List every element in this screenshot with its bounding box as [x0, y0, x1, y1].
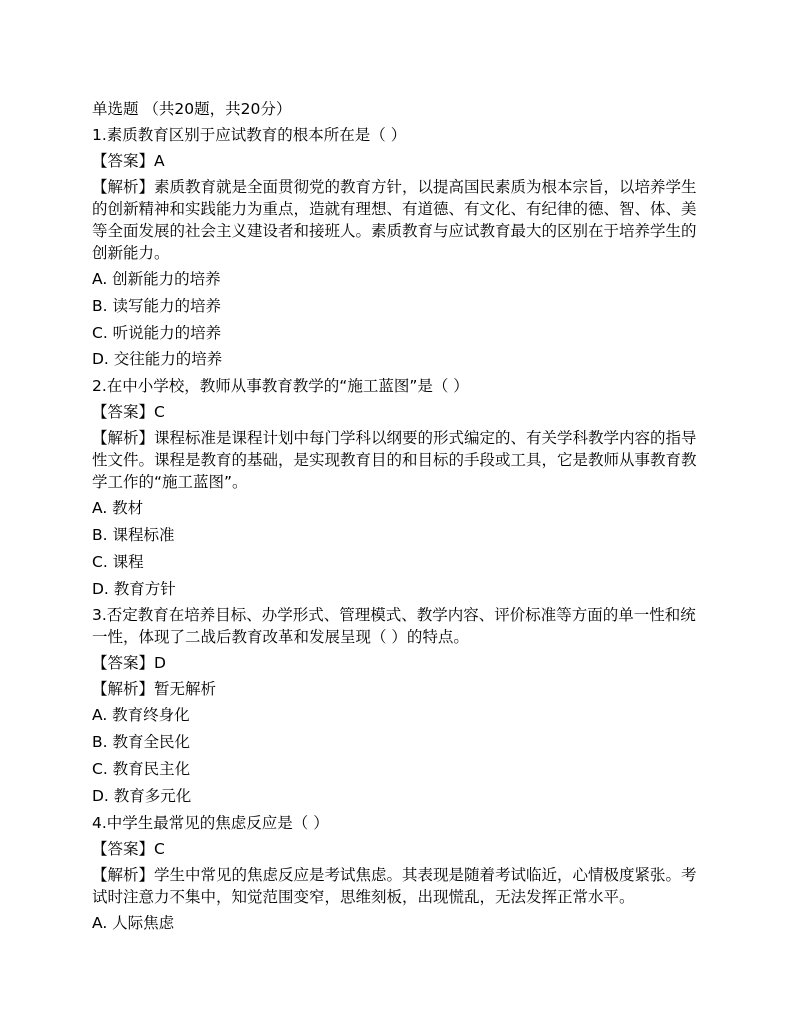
question-stem: 3.否定教育在培养目标、办学形式、管理模式、教学内容、评价标准等方面的单一性和统一性，体现了二战后教育改革和发展呈现（ ）的特点。: [92, 606, 696, 647]
option-d: D. 教育多元化: [92, 786, 192, 805]
option-d: D. 教育方针: [92, 579, 176, 598]
analysis-text: 【解析】学生中常见的焦虑反应是考试焦虑。其表现是随着考试临近，心情极度紧张。考试时注意力不集中，知觉范围变窄，思维刻板，出现慌乱，无法发挥正常水平。: [92, 865, 697, 906]
question-stem: 2.在中小学校，教师从事教育教学的“施工蓝图”是（ ）: [92, 377, 469, 396]
question-stem: 4.中学生最常见的焦虑反应是（ ）: [92, 813, 329, 832]
question-4: [92, 812, 708, 934]
option-a: A. 创新能力的培养: [92, 270, 221, 288]
analysis-text: 【解析】暂无解析: [92, 680, 217, 699]
document-page: [92, 98, 708, 938]
option-a: A. 教育终身化: [92, 706, 190, 725]
answer-line: 【答案】D: [92, 654, 166, 673]
answer-line: 【答案】A: [92, 152, 165, 170]
option-b: B. 课程标准: [92, 525, 175, 544]
option-c: C. 课程: [92, 552, 144, 571]
answer-line: 【答案】C: [92, 403, 165, 422]
analysis-text: 【解析】课程标准是课程计划中每门学科以纲要的形式编定的、有关学科教学内容的指导性文件。课程是教育的基础，是实现教育目的和目标的手段或工具，它是教师从事教育教学工作的“施工蓝图”。: [92, 429, 697, 492]
option-b: B. 读写能力的培养: [92, 296, 221, 315]
option-c: C. 教育民主化: [92, 759, 191, 778]
question-2: [92, 375, 708, 599]
answer-line: 【答案】C: [92, 839, 165, 858]
question-3: [92, 604, 708, 806]
question-1: [92, 124, 708, 370]
option-d: D. 交往能力的培养: [92, 350, 223, 369]
option-c: C. 听说能力的培养: [92, 323, 222, 342]
option-a: A. 人际焦虑: [92, 913, 175, 932]
question-stem: 1.素质教育区别于应试教育的根本所在是（ ）: [92, 126, 407, 144]
analysis-text: 【解析】素质教育就是全面贯彻党的教育方针，以提高国民素质为根本宗旨，以培养学生的创新精神和实践能力为重点，造就有理想、有道德、有文化、有纪律的德、智、体、美等全面发展的社会主义建设者和接班人。素质教育与应试教育最大的区别在于培养学生的创新能力。: [92, 178, 697, 262]
section-header: 单选题 （共20题，共20分）: [92, 100, 292, 118]
option-a: A. 教材: [92, 499, 144, 518]
option-b: B. 教育全民化: [92, 733, 190, 752]
